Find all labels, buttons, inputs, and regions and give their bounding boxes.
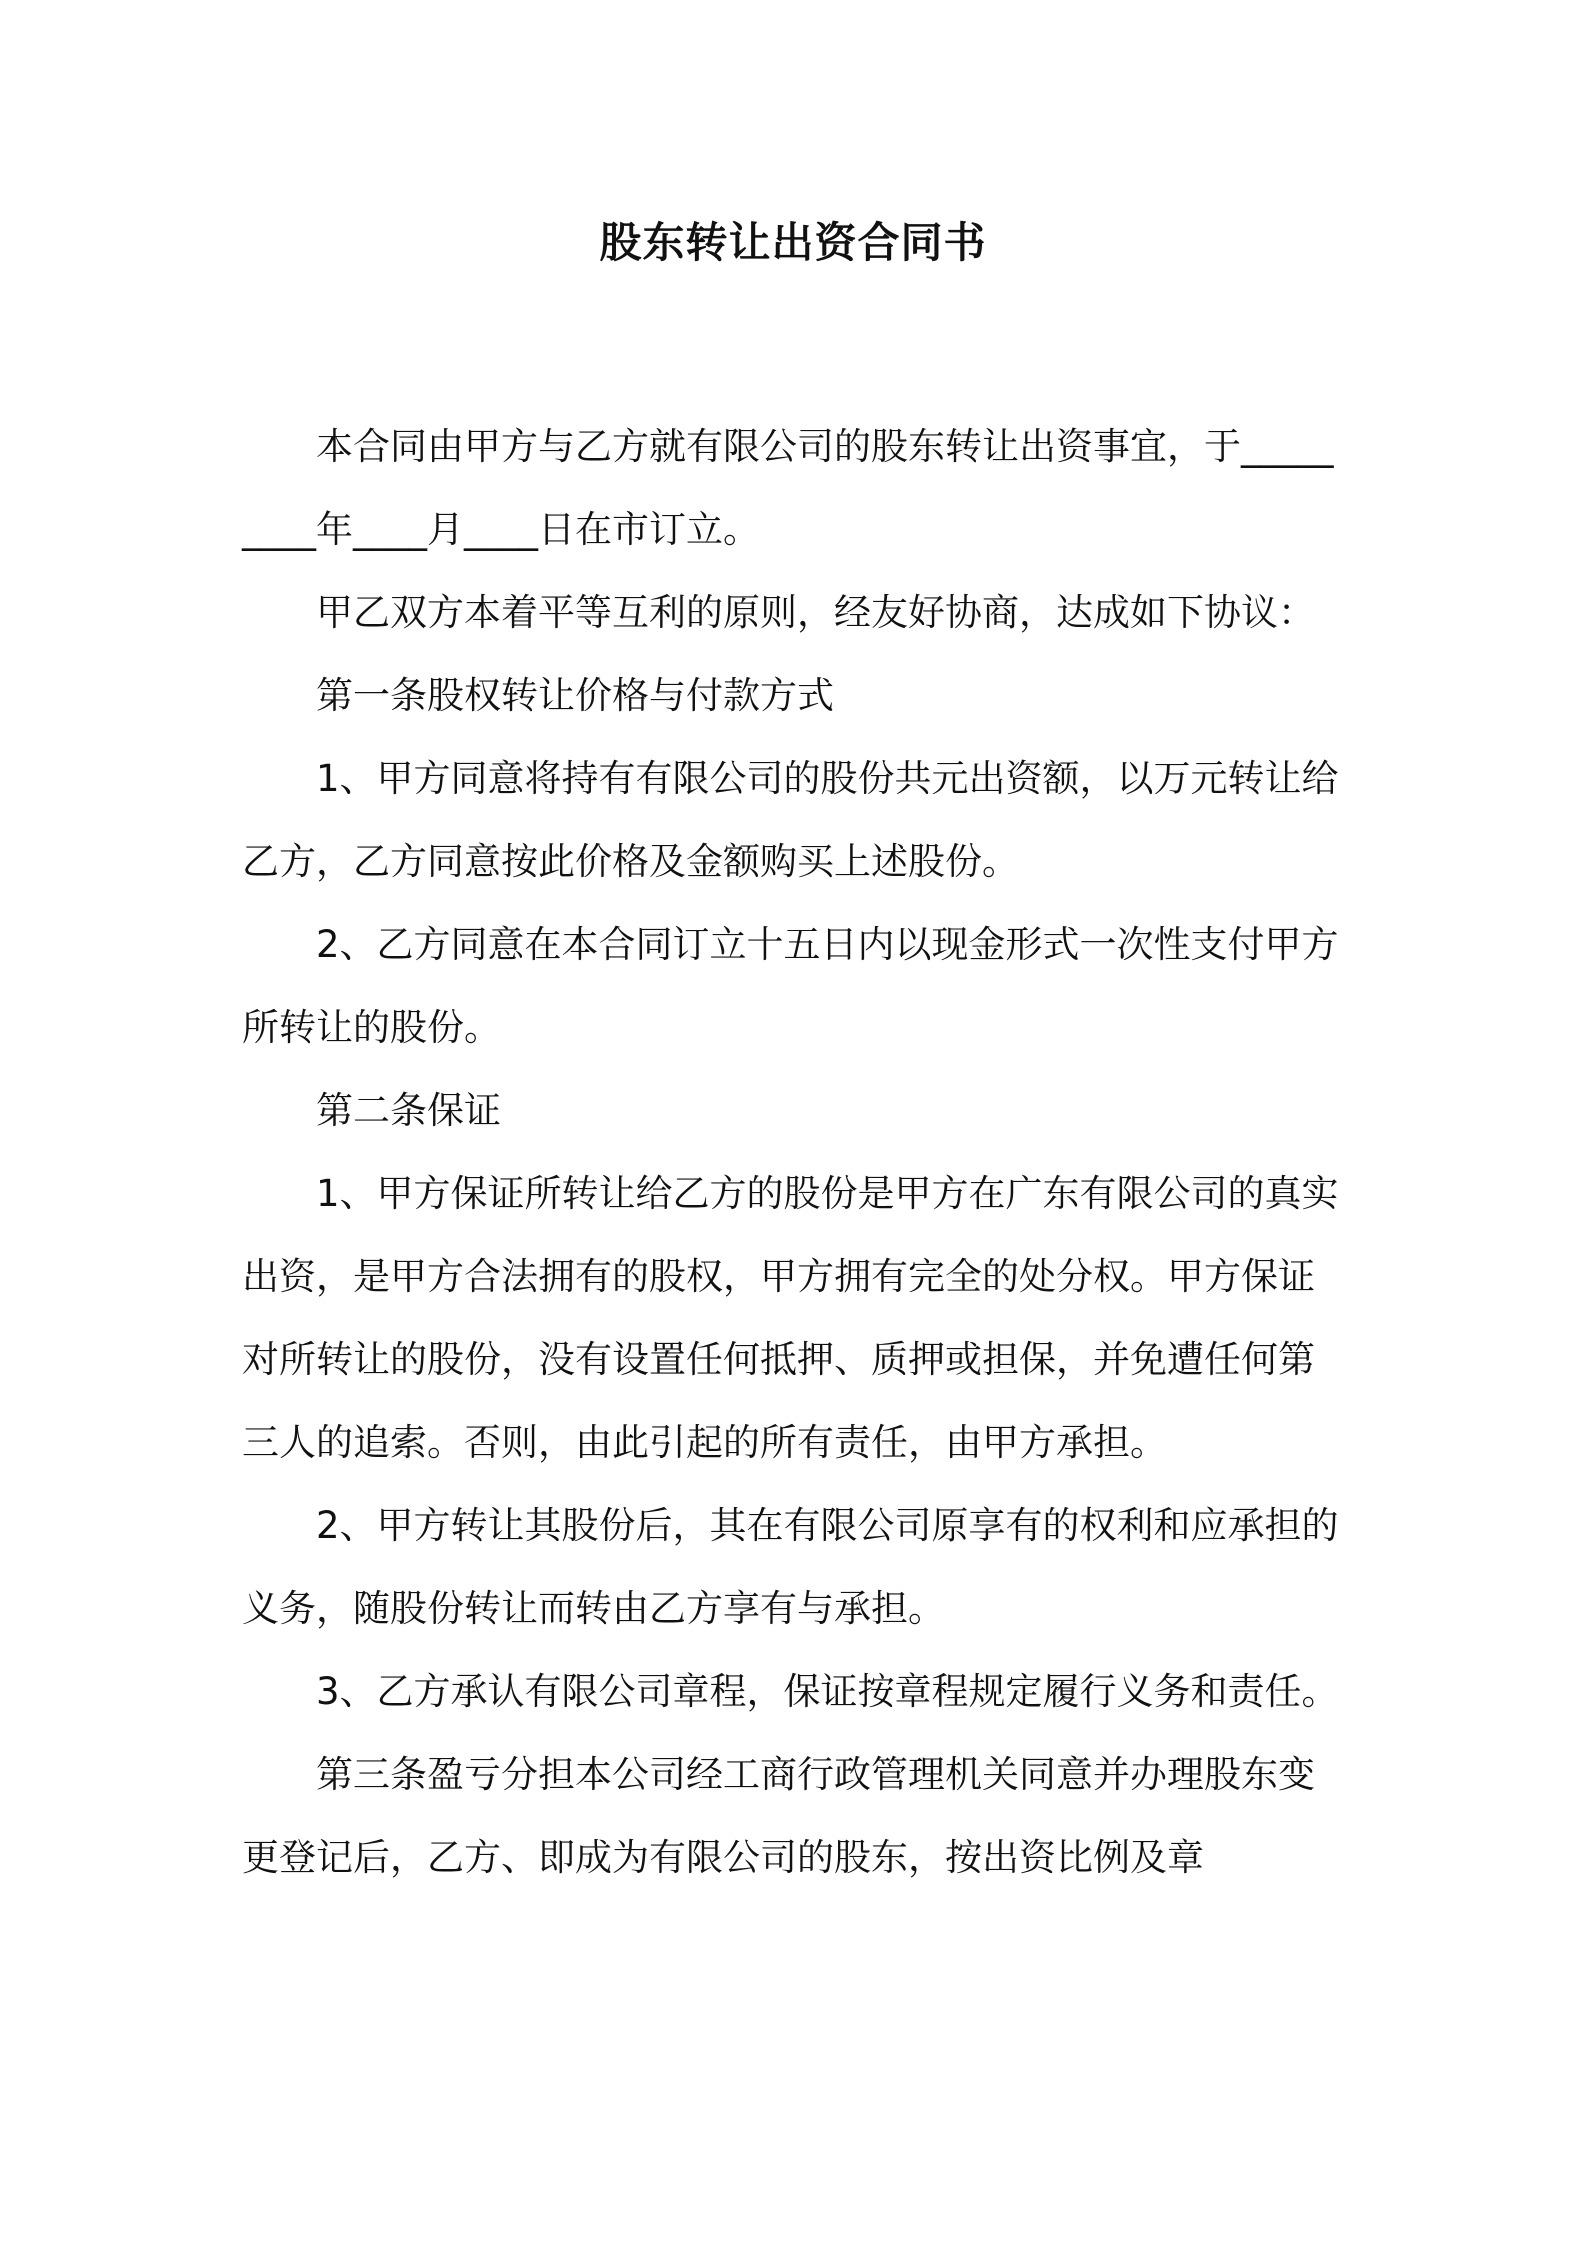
article-2-clause-1: 1、甲方保证所转让给乙方的股份是甲方在广东有限公司的真实出资，是甲方合法拥有的股权，甲方拥有完全的处分权。甲方保证对所转让的股份，没有设置任何抵押、质押或担保，并免遭任何第三人的追索。否则，由此引起的所有责任，由甲方承担。 [242,1172,1339,1464]
article-1-heading: 第一条股权转让价格与付款方式 [316,674,834,717]
article-1-clause-1: 1、甲方同意将持有有限公司的股份共元出资额，以万元转让给乙方，乙方同意按此价格及金额购买上述股份。 [242,757,1339,883]
article-3-paragraph: 第三条盈亏分担本公司经工商行政管理机关同意并办理股东变更登记后，乙方、即成为有限公司的股东，按出资比例及章 [242,1753,1315,1879]
article-2-clause-2: 2、甲方转让其股份后，其在有限公司原享有的权利和应承担的义务，随股份转让而转由乙方享有与承担。 [242,1504,1339,1630]
document-title: 股东转让出资合同书 [599,218,987,267]
paragraph-intro: 本合同由甲方与乙方就有限公司的股东转让出资事宜，于_________年____月____日在市订立。 [242,425,1334,551]
article-1-clause-2: 2、乙方同意在本合同订立十五日内以现金形式一次性支付甲方所转让的股份。 [242,923,1339,1049]
article-2-heading: 第二条保证 [316,1089,501,1132]
document-body [242,405,1344,1899]
paragraph-agreement: 甲乙双方本着平等互利的原则，经友好协商，达成如下协议： [316,591,1315,634]
article-2-clause-3: 3、乙方承认有限公司章程，保证按章程规定履行义务和责任。 [316,1670,1339,1713]
